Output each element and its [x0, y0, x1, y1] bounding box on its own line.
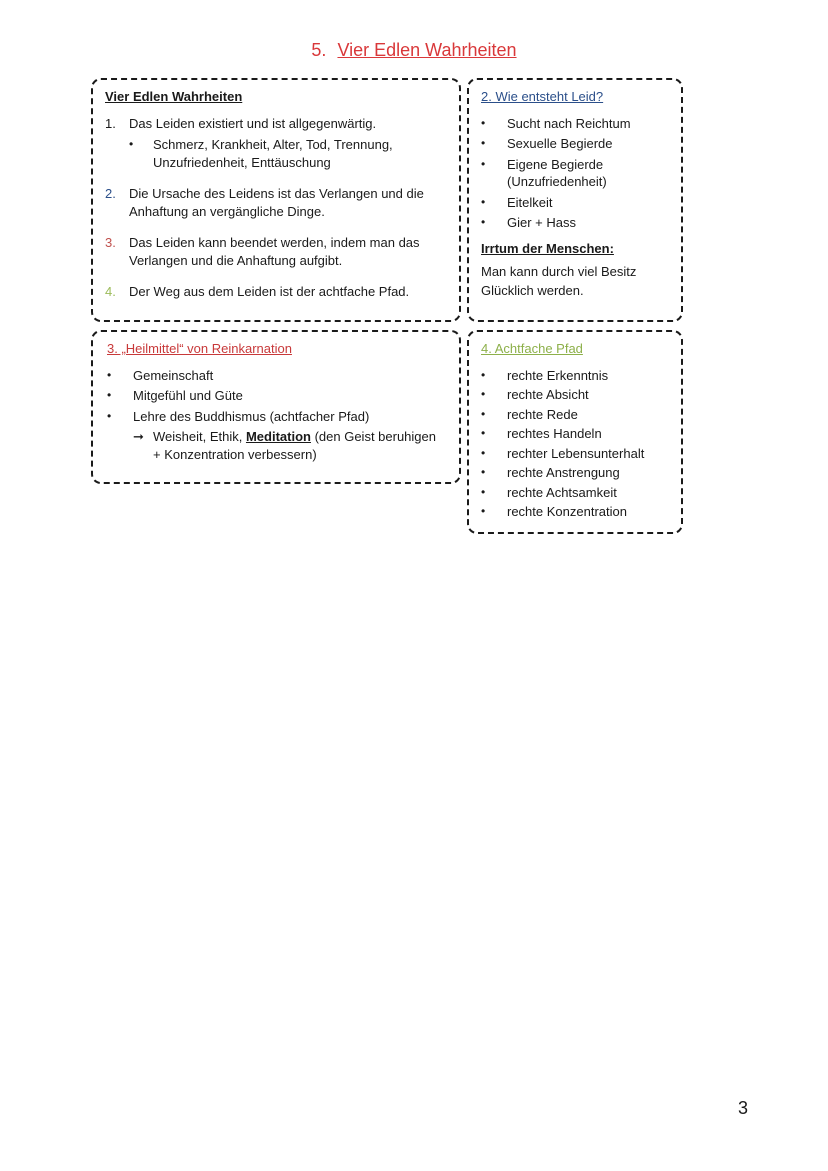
bullet-icon: • [481, 465, 486, 480]
box-remedies [91, 330, 461, 484]
list-item [481, 367, 673, 385]
list-item [481, 115, 671, 133]
list-item [481, 406, 673, 424]
bullet-icon: • [481, 115, 486, 130]
arrow-text-suffix: (den Geist beruhigen + Konzentration verbessern) [153, 429, 436, 462]
truths-list [105, 115, 447, 301]
list-item-text: rechte Achtsamkeit [507, 484, 617, 500]
list-item [107, 367, 447, 385]
list-item [481, 156, 671, 191]
bullet-icon: • [481, 504, 486, 519]
box-remedies-heading: 3. „Heilmittel“ von Reinkarnation [107, 341, 292, 356]
truth-number: 1. [105, 115, 116, 131]
bullet-icon: • [481, 484, 486, 499]
irrtum-heading: Irrtum der Menschen: [481, 240, 614, 256]
truth-text: Das Leiden kann beendet werden, indem man das Verlangen und die Anhaftung aufgibt. [129, 235, 420, 268]
list-item-text: Lehre des Buddhismus (achtfacher Pfad) [133, 408, 370, 424]
origin-list [481, 115, 671, 232]
box-origin-of-suffering [467, 78, 683, 322]
arrow-text-prefix: Weisheit, Ethik, [153, 429, 246, 445]
title-text: Vier Edlen Wahrheiten [337, 40, 517, 60]
truth-text: Der Weg aus dem Leiden ist der achtfache Pfad. [129, 284, 410, 300]
list-item [481, 464, 673, 482]
bullet-icon: • [481, 445, 486, 460]
truth-item-2 [105, 185, 447, 220]
truth-sublist [129, 136, 447, 171]
box-origin-heading: 2. Wie entsteht Leid? [481, 89, 604, 104]
remedies-list [107, 367, 447, 426]
list-item [107, 408, 447, 426]
box-eightfold-path [467, 330, 683, 534]
list-item [481, 503, 673, 521]
list-item-text: rechte Rede [507, 406, 578, 422]
truth-item-3 [105, 234, 447, 269]
truth-number: 3. [105, 235, 116, 251]
eightfold-list [481, 367, 673, 521]
sublist-item-text: Schmerz, Krankheit, Alter, Tod, Trennung, Unzufriedenheit, Enttäuschung [153, 137, 393, 170]
list-item-text: rechte Absicht [507, 387, 589, 403]
truth-text: Die Ursache des Leidens ist das Verlangen und die Anhaftung an vergängliche Dinge. [129, 186, 424, 219]
bullet-icon: • [107, 367, 112, 382]
list-item-text: Eitelkeit [507, 194, 553, 210]
truth-item-4 [105, 283, 447, 301]
bullet-icon: • [481, 136, 486, 151]
arrow-text [153, 428, 447, 463]
list-item-text: rechter Lebensunterhalt [507, 445, 645, 461]
list-item-text: Eigene Begierde (Unzufriedenheit) [507, 156, 607, 190]
irrtum-text: Man kann durch viel Besitz Glücklich werden. [481, 264, 637, 299]
box-four-truths [91, 78, 461, 322]
bullet-icon: • [481, 426, 486, 441]
bullet-icon: • [481, 215, 486, 230]
list-item-text: Sucht nach Reichtum [507, 115, 631, 131]
arrow-text-bold: Meditation [245, 429, 311, 445]
truth-text: Das Leiden existiert und ist allgegenwärtig. [129, 115, 377, 131]
list-item [481, 425, 673, 443]
list-item-text: rechte Konzentration [507, 504, 627, 520]
title-number: 5. [311, 40, 327, 60]
bullet-icon: • [107, 388, 112, 403]
arrow-right-icon: ➞ [133, 429, 144, 445]
bullet-icon: • [129, 137, 134, 152]
list-item [481, 194, 671, 212]
list-item [481, 214, 671, 232]
list-item-text: Gemeinschaft [133, 367, 214, 383]
sublist-item [129, 136, 447, 171]
box-eightfold-heading: 4. Achtfache Pfad [481, 341, 583, 356]
list-item [481, 135, 671, 153]
bullet-icon: • [481, 194, 486, 209]
list-item-text: rechte Erkenntnis [507, 367, 609, 383]
list-item [107, 387, 447, 405]
truth-number: 2. [105, 186, 116, 202]
bullet-icon: • [107, 408, 112, 423]
truth-item-1 [105, 115, 447, 172]
list-item [481, 386, 673, 404]
list-item-text: rechte Anstrengung [507, 465, 620, 481]
list-item-text: rechtes Handeln [507, 426, 602, 442]
list-item-text: Sexuelle Begierde [507, 136, 613, 152]
list-item-text: Mitgefühl und Güte [133, 388, 243, 404]
page-title [0, 40, 828, 61]
list-item [481, 484, 673, 502]
list-item-text: Gier + Hass [507, 215, 576, 231]
arrow-row [133, 428, 447, 463]
bullet-icon: • [481, 156, 486, 171]
truth-number: 4. [105, 284, 116, 300]
page-number: 3 [737, 1098, 748, 1118]
bullet-icon: • [481, 387, 486, 402]
list-item [481, 445, 673, 463]
bullet-icon: • [481, 406, 486, 421]
box-four-truths-heading: Vier Edlen Wahrheiten [105, 89, 243, 104]
bullet-icon: • [481, 367, 486, 382]
